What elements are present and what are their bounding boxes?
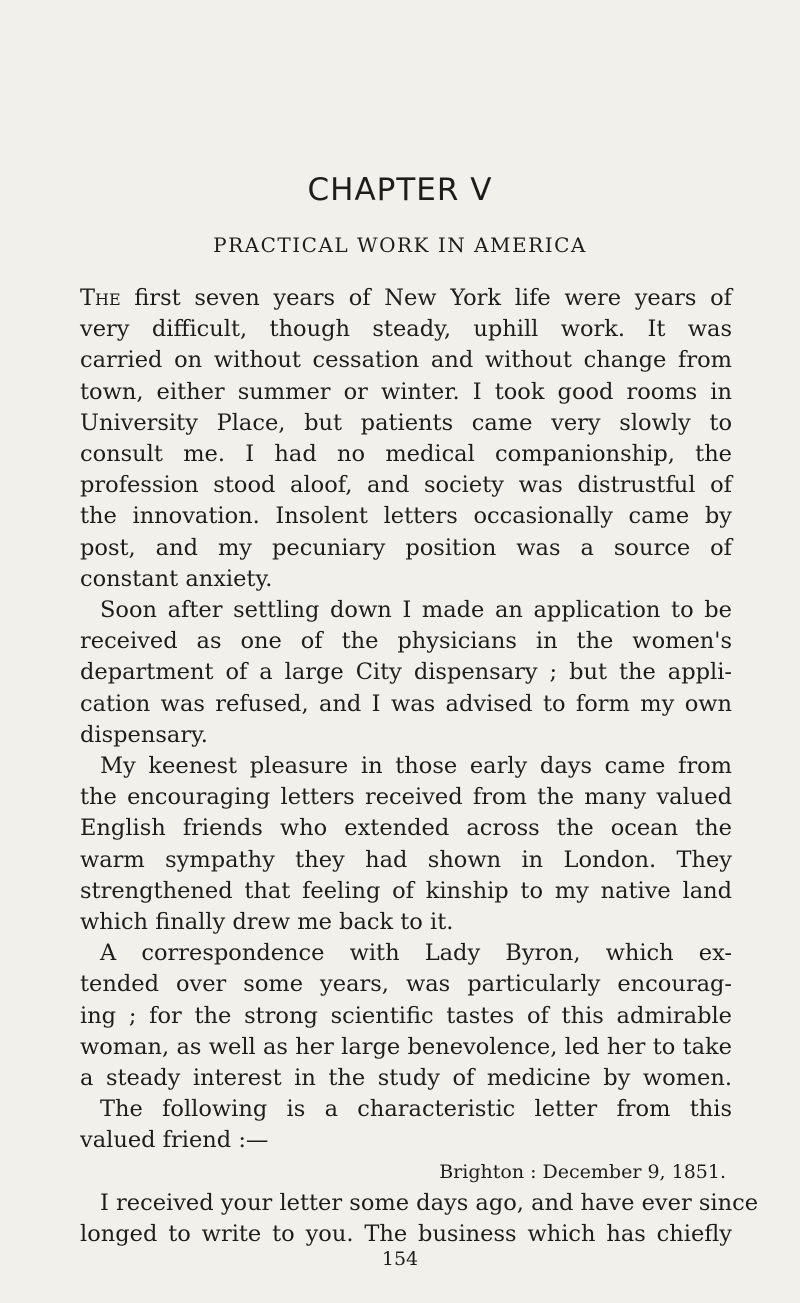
chapter-heading: CHAPTER V	[307, 172, 493, 208]
text-line: the encouraging letters received from the many valued	[80, 784, 732, 811]
text-line: A correspondence with Lady Byron, which ex-	[100, 940, 732, 967]
text-line: longed to write to you. The business which has chiefly	[80, 1221, 732, 1248]
text-line: ing ; for the strong scientific tastes of this admirable	[80, 1002, 732, 1029]
text-line: town, either summer or winter. I took good rooms in	[80, 378, 732, 405]
text-line: The first seven years of New York life were years of	[80, 285, 732, 311]
text-line: the innovation. Insolent letters occasionally came by	[80, 503, 732, 530]
text-line: English friends who extended across the ocean the	[80, 815, 732, 842]
text-line: very difficult, though steady, uphill work. It was	[80, 316, 732, 343]
text-line: consult me. I had no medical companionship, the	[80, 441, 732, 468]
text-line: The following is a characteristic letter from this	[100, 1096, 732, 1123]
text-line: carried on without cessation and without change from	[80, 347, 732, 374]
text-line: woman, as well as her large benevolence, led her to take	[80, 1033, 732, 1060]
text-line: constant anxiety.	[80, 565, 273, 592]
opening-word: The	[80, 285, 121, 311]
text-line: valued friend :—	[80, 1127, 269, 1154]
text-line: which finally drew me back to it.	[80, 909, 454, 936]
text-line: dispensary.	[80, 721, 208, 748]
text-line: cation was refused, and I was advised to form my own	[80, 690, 732, 717]
body-text	[80, 283, 759, 1250]
text-line: department of a large City dispensary ; but the appli-	[80, 659, 732, 686]
text-line: Soon after settling down I made an application to be	[100, 597, 732, 624]
text-line: post, and my pecuniary position was a source of	[80, 534, 732, 561]
text-line: a steady interest in the study of medicine by women.	[80, 1065, 732, 1092]
text-line: I received your letter some days ago, and have ever since	[100, 1189, 759, 1216]
text-line: tended over some years, was particularly encourag-	[80, 971, 732, 998]
text-line: My keenest pleasure in those early days came from	[100, 753, 732, 780]
text-line: warm sympathy they had shown in London. They	[80, 846, 732, 873]
page-number: 154	[381, 1248, 419, 1270]
text-line: received as one of the physicians in the women's	[80, 628, 732, 655]
letter-dateline: Brighton : December 9, 1851.	[439, 1160, 726, 1183]
text-line: University Place, but patients came very slowly to	[80, 409, 732, 436]
text-line: profession stood aloof, and society was distrustful of	[80, 472, 732, 499]
text-line: strengthened that feeling of kinship to my native land	[80, 877, 732, 904]
chapter-title: PRACTICAL WORK IN AMERICA	[213, 233, 587, 257]
